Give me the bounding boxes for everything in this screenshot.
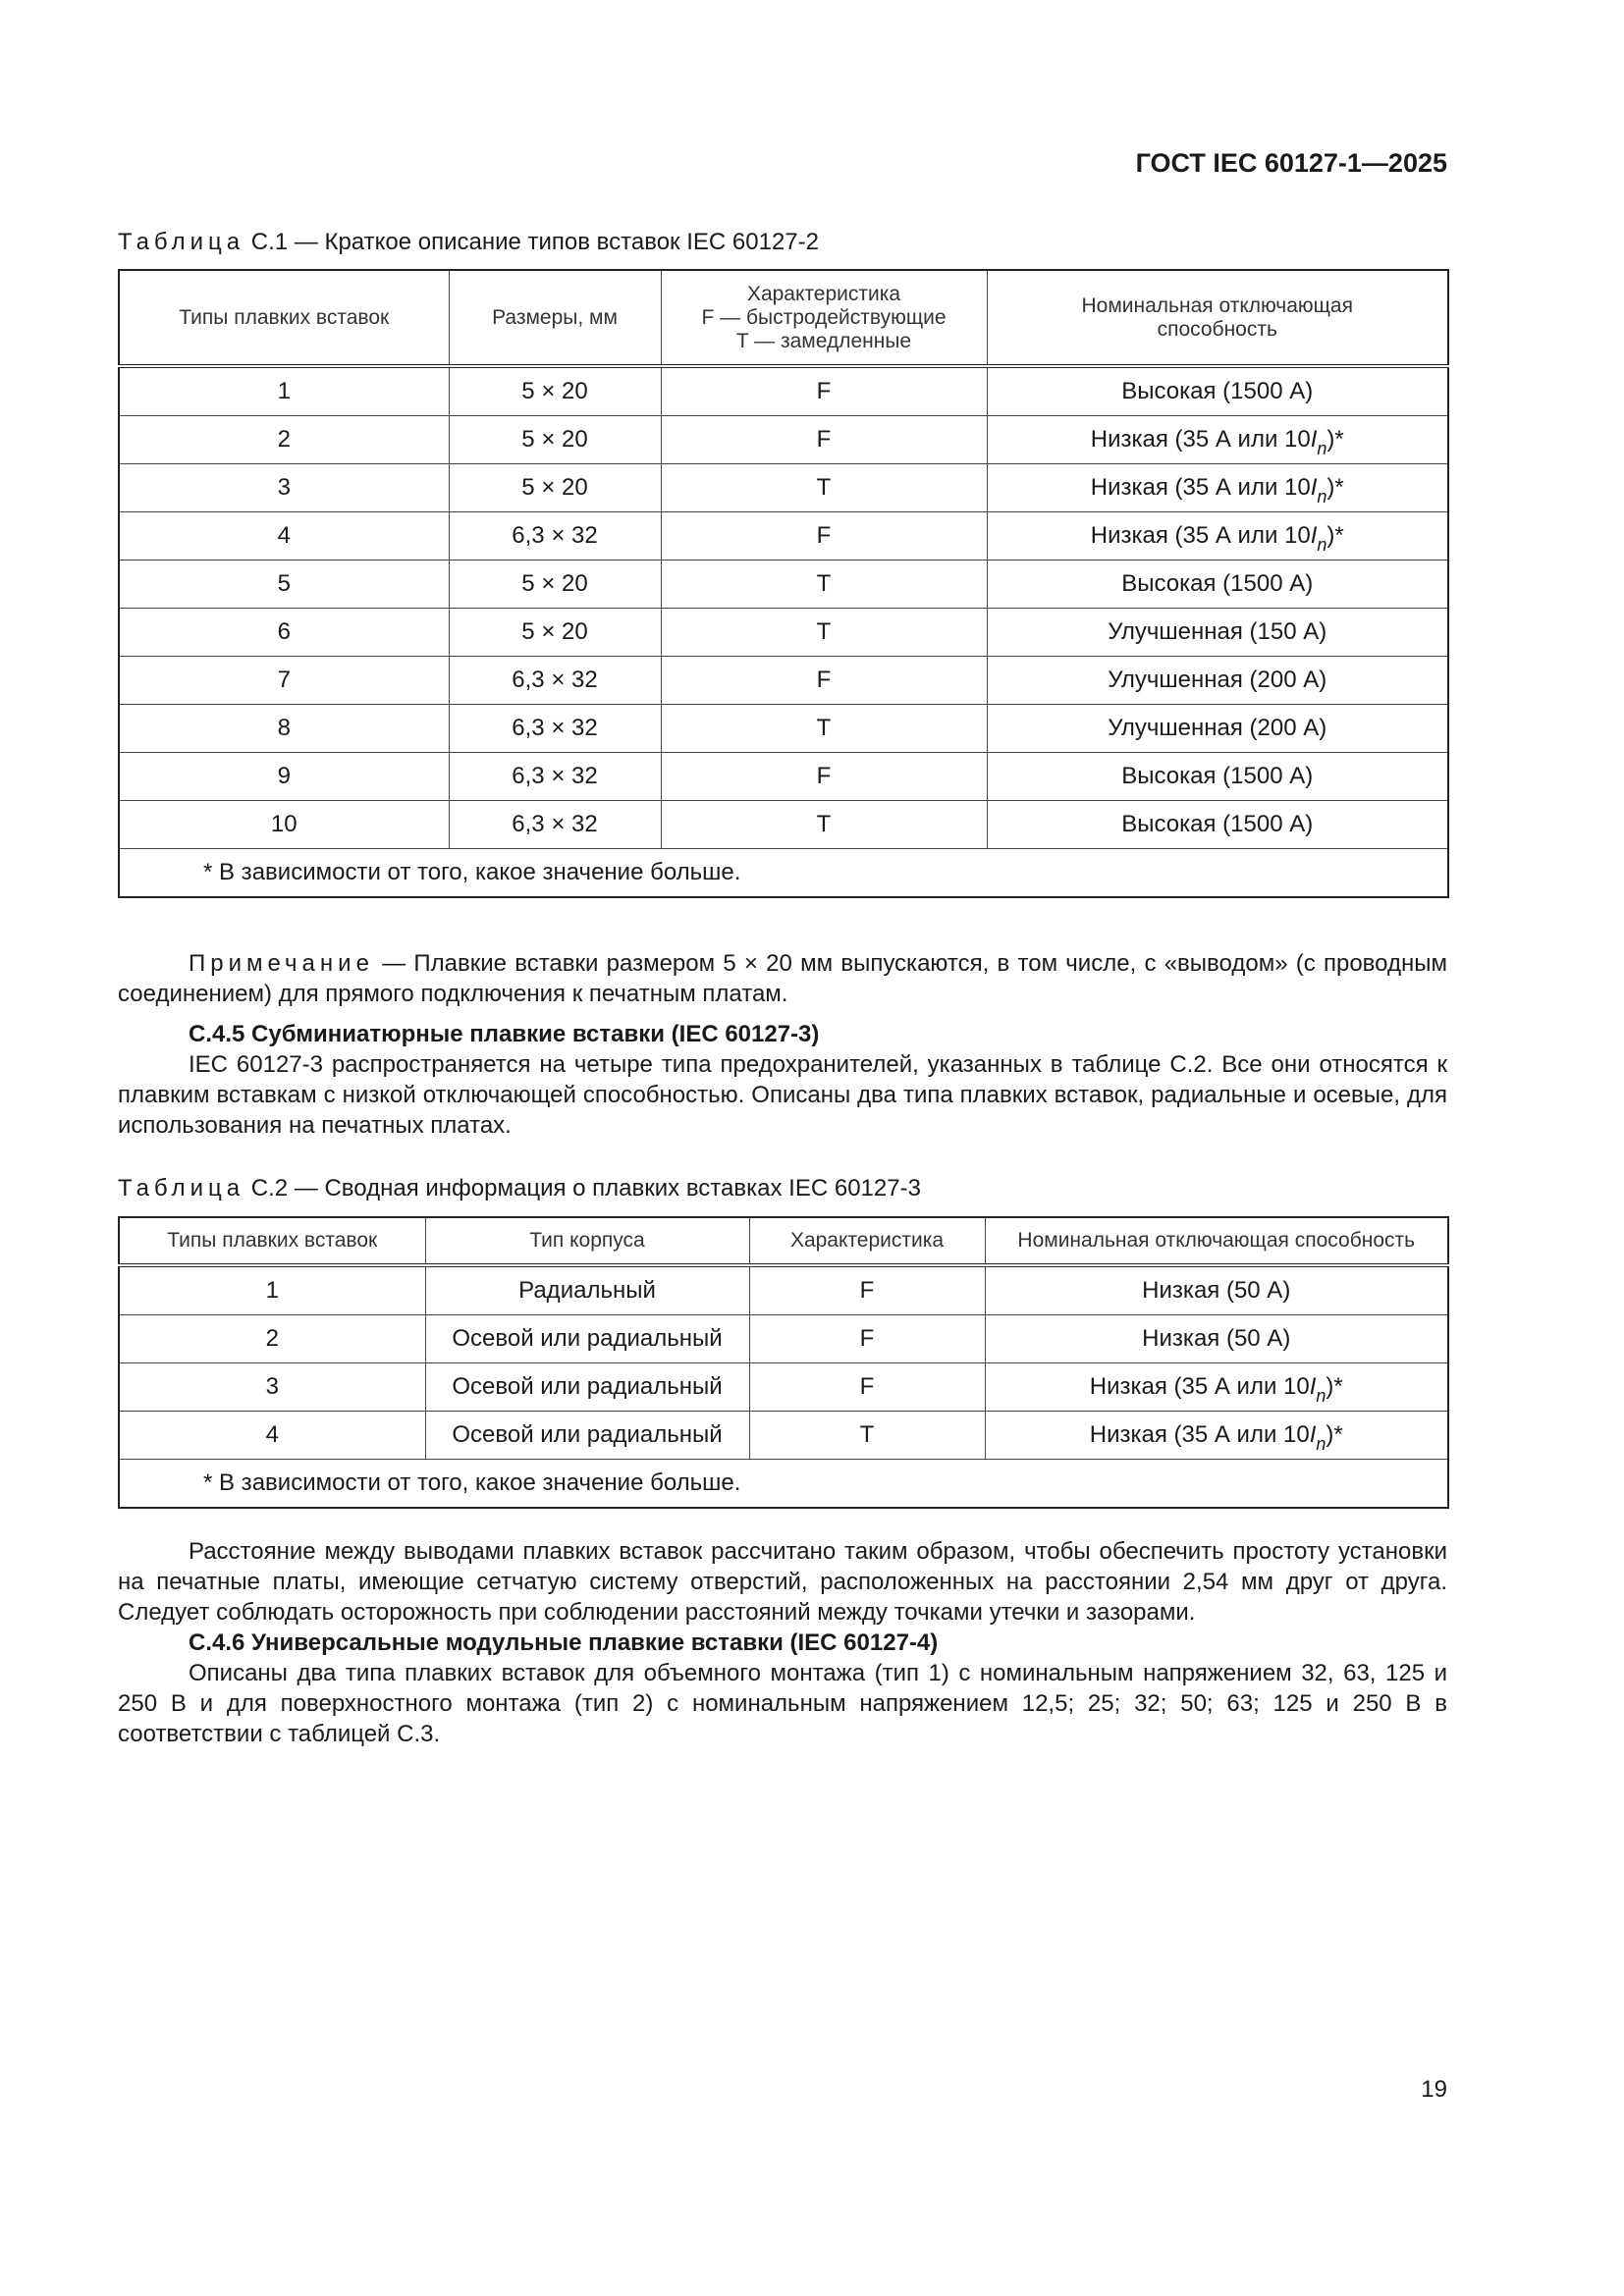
table2-cell: Осевой или радиальный [425, 1412, 749, 1460]
table2-caption-label: Таблица [118, 1175, 245, 1201]
table2-cell: F [749, 1315, 985, 1363]
table2-row [119, 1315, 1448, 1363]
table1-cell: F [661, 753, 987, 801]
current-symbol: I [1310, 426, 1318, 453]
table1-cell: T [661, 464, 987, 512]
table1-cell: 5 × 20 [449, 464, 661, 512]
table2-footnote: * В зависимости от того, какое значение больше. [119, 1460, 1448, 1509]
table2-header-cell: Типы плавких вставок [119, 1217, 425, 1265]
text-block-2 [118, 1536, 1447, 1749]
table2-row [119, 1363, 1448, 1412]
table1-cell: 5 [119, 561, 449, 609]
subscript: n [1316, 1386, 1326, 1406]
table1-cell [987, 657, 1448, 705]
table1-cell [987, 512, 1448, 561]
table1-cell: 6,3 × 32 [449, 657, 661, 705]
spacing-paragraph: Расстояние между выводами плавких вставок рассчитано таким образом, чтобы обеспечить простоту установки на печатные платы, имеющие сетчатую систему отверстий, расположенных на расстоянии 2,54 мм друг от друга. Следует соблюдать осторожность при соблюдении расстояний между точками утечки и зазорами. [118, 1538, 1447, 1626]
table2-cell: 2 [119, 1315, 425, 1363]
cell-value: Высокая (1500 А) [1121, 570, 1314, 597]
subscript: n [1317, 535, 1327, 555]
table1-caption-label: Таблица [118, 229, 245, 255]
table1-cell: F [661, 512, 987, 561]
cell-value-tail: )* [1326, 522, 1344, 549]
table1-cell: 5 × 20 [449, 609, 661, 657]
cell-value-tail: )* [1326, 1373, 1343, 1400]
table1-cell: 10 [119, 801, 449, 849]
table2-cell [985, 1315, 1448, 1363]
table2-cell: T [749, 1412, 985, 1460]
note-text: — Плавкие вставки размером 5 × 20 мм выпускаются, в том числе, с «выводом» (с проводным соединением) для прямого подключения к печатным платам. [118, 950, 1447, 1007]
table1-cell [987, 753, 1448, 801]
table2-header-cell: Характеристика [749, 1217, 985, 1265]
table2 [118, 1216, 1449, 1509]
subscript: n [1316, 1434, 1326, 1454]
cell-value: Низкая (35 А или 10I [1089, 1373, 1317, 1400]
table1-cell [987, 561, 1448, 609]
text-block-1 [118, 948, 1447, 1141]
table2-header-cell: Тип корпуса [425, 1217, 749, 1265]
table2-cell: 4 [119, 1412, 425, 1460]
table1-cell: T [661, 609, 987, 657]
table2-cell: Осевой или радиальный [425, 1363, 749, 1412]
table1-row [119, 561, 1448, 609]
page-number: 19 [1421, 2076, 1447, 2103]
table2-row [119, 1265, 1448, 1315]
table1-header-row [119, 270, 1448, 366]
section-c45-heading: С.4.5 Субминиатюрные плавкие вставки (IEC 60127-3) [189, 1021, 820, 1047]
table2-row [119, 1412, 1448, 1460]
cell-value: Низкая (35 А или 10I [1090, 426, 1318, 453]
table2-cell [985, 1363, 1448, 1412]
table1-row [119, 416, 1448, 464]
cell-value: Улучшенная (200 А) [1108, 667, 1327, 693]
table2-caption [118, 1174, 921, 1203]
cell-value: Высокая (1500 А) [1121, 763, 1314, 789]
table2-header-cell: Номинальная отключающая способность [985, 1217, 1448, 1265]
table1-footnote-row [119, 849, 1448, 898]
table1-cell: 9 [119, 753, 449, 801]
table1-cell: 6,3 × 32 [449, 801, 661, 849]
cell-value-tail: )* [1326, 426, 1344, 453]
table1-header-cell: Типы плавких вставок [119, 270, 449, 366]
table1-cell: T [661, 561, 987, 609]
table1-caption [118, 228, 819, 257]
table1-cell [987, 705, 1448, 753]
section-c45-text: IEC 60127-3 распространяется на четыре типа предохранителей, указанных в таблице С.2. Все они относятся к плавким вставкам с низкой отключающей способностью. Описаны два типа плавких вставок, радиальные и осевые, для использования на печатных платах. [118, 1051, 1447, 1139]
cell-value-tail: )* [1326, 1421, 1343, 1448]
table1-row [119, 705, 1448, 753]
table2-cell: 1 [119, 1265, 425, 1315]
document-header: ГОСТ IEC 60127-1—2025 [1135, 148, 1447, 178]
subscript: n [1317, 439, 1327, 458]
table1-cell: T [661, 705, 987, 753]
subscript: n [1317, 487, 1327, 507]
table1-header-cell [661, 270, 987, 366]
current-symbol: I [1310, 522, 1318, 549]
table1-cell: T [661, 801, 987, 849]
table1 [118, 269, 1449, 898]
cell-value-tail: )* [1326, 474, 1344, 501]
table1-header-cell: Номинальная отключающая способность [987, 270, 1448, 366]
table1-cell: F [661, 657, 987, 705]
table1-cell: 6 [119, 609, 449, 657]
note-label: Примечание [189, 950, 374, 977]
table1-cell: 5 × 20 [449, 561, 661, 609]
cell-value: Низкая (35 А или 10I [1090, 474, 1318, 501]
table1-cell: 4 [119, 512, 449, 561]
table1-header-cell: Размеры, мм [449, 270, 661, 366]
table1-row [119, 512, 1448, 561]
header-line: F — быстродействующие [701, 305, 947, 329]
current-symbol: I [1309, 1421, 1317, 1448]
table2-cell: Радиальный [425, 1265, 749, 1315]
table1-cell: 5 × 20 [449, 366, 661, 416]
table1-body [119, 366, 1448, 849]
cell-value: Низкая (50 А) [1142, 1325, 1291, 1352]
table2-cell [985, 1265, 1448, 1315]
table1-cell [987, 464, 1448, 512]
table1-cell [987, 609, 1448, 657]
table2-cell: Осевой или радиальный [425, 1315, 749, 1363]
table1-cell: 5 × 20 [449, 416, 661, 464]
cell-value: Низкая (50 А) [1142, 1277, 1291, 1304]
note-paragraph [118, 948, 1447, 1009]
table2-footnote-row [119, 1460, 1448, 1509]
header-line: T — замедленные [735, 329, 912, 352]
cell-value: Низкая (35 А или 10I [1090, 522, 1318, 549]
table1-cell: 6,3 × 32 [449, 512, 661, 561]
cell-value: Улучшенная (150 А) [1108, 618, 1327, 645]
table1-cell: 1 [119, 366, 449, 416]
cell-value: Низкая (35 А или 10I [1089, 1421, 1317, 1448]
table1-row [119, 657, 1448, 705]
table2-cell [985, 1412, 1448, 1460]
cell-value: Высокая (1500 А) [1121, 378, 1314, 404]
table1-cell: 6,3 × 32 [449, 753, 661, 801]
table1-cell: F [661, 416, 987, 464]
table2-caption-text: С.2 — Сводная информация о плавких вставках IEC 60127-3 [250, 1175, 921, 1201]
table1-cell: F [661, 366, 987, 416]
table2-cell: 3 [119, 1363, 425, 1412]
current-symbol: I [1309, 1373, 1317, 1400]
table1-row [119, 609, 1448, 657]
table2-body [119, 1265, 1448, 1460]
table2-cell: F [749, 1363, 985, 1412]
cell-value: Высокая (1500 А) [1121, 811, 1314, 837]
table1-row [119, 753, 1448, 801]
table1-cell [987, 416, 1448, 464]
table1-cell [987, 366, 1448, 416]
table1-cell: 8 [119, 705, 449, 753]
header-line: Характеристика [746, 282, 901, 305]
table1-cell [987, 801, 1448, 849]
table1-row [119, 801, 1448, 849]
table1-caption-text: C.1 — Краткое описание типов вставок IEC 60127-2 [250, 229, 819, 255]
section-c46-text: Описаны два типа плавких вставок для объемного монтажа (тип 1) с номинальным напряжением 32, 63, 125 и 250 В и для поверхностного монтажа (тип 2) с номинальным напряжением 12,5; 25; 32; 50; 63; 125 и 250 В в соответствии с таблицей С.3. [118, 1660, 1447, 1747]
table1-row [119, 464, 1448, 512]
table1-footnote: * В зависимости от того, какое значение больше. [119, 849, 1448, 898]
table1-row [119, 366, 1448, 416]
current-symbol: I [1310, 474, 1318, 501]
table2-header-row [119, 1217, 1448, 1265]
table2-cell: F [749, 1265, 985, 1315]
section-c46-heading: С.4.6 Универсальные модульные плавкие вставки (IEC 60127-4) [189, 1629, 939, 1656]
table1-cell: 7 [119, 657, 449, 705]
table1-cell: 3 [119, 464, 449, 512]
table1-cell: 2 [119, 416, 449, 464]
table1-cell: 6,3 × 32 [449, 705, 661, 753]
cell-value: Улучшенная (200 А) [1108, 715, 1327, 741]
